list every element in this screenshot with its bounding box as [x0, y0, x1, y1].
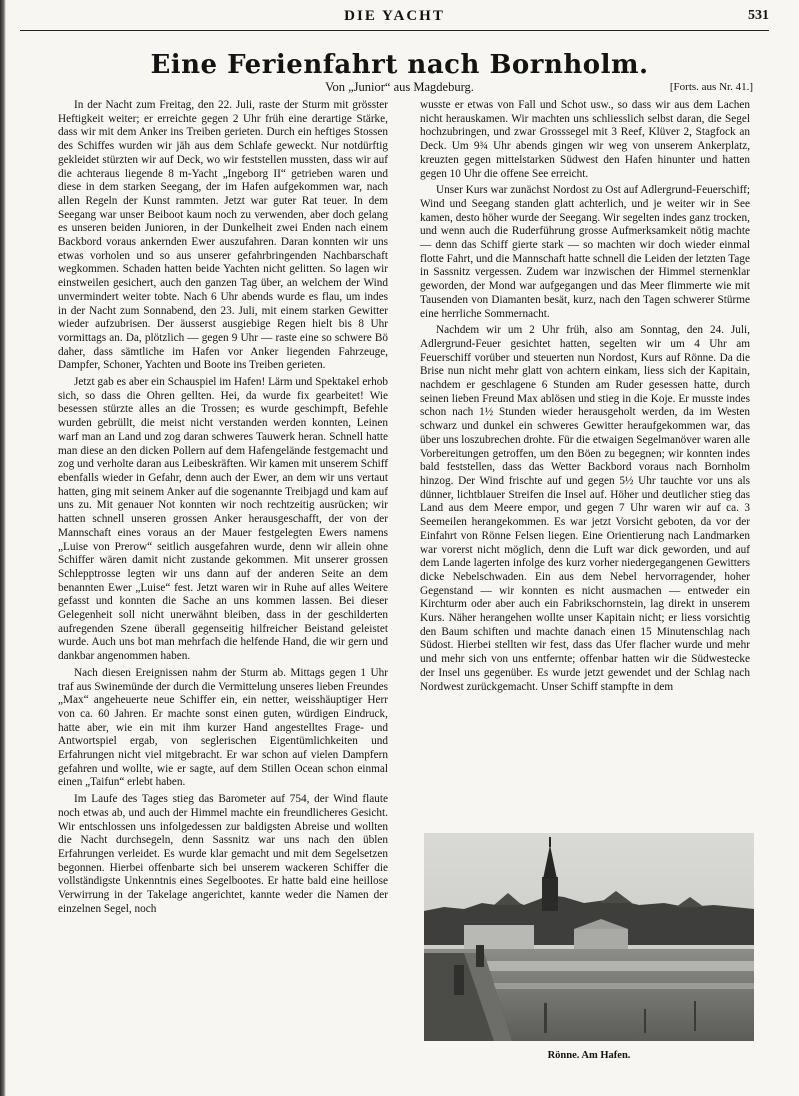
paragraph: Jetzt gab es aber ein Schauspiel im Hafen! Lärm und Spektakel erhob sich, so dass die Ohren gellten. Hei, da wurde fix gearbeitet! Wie besessen stürzte alles an die Trossen; es wurde geschimpft, Befehle wurden gebrüllt, die meist nicht verstanden werden konnten, Leinen warf man an Land und zog daran schweres Tauwerk heran. Schnell hatte man diese an den dicken Pollern auf dem Hafengelände festgemacht und zog und verholte daran aus Leibeskräften. Wir kamen mit unserem Schiff ebenfalls wieder in Gefahr, denn auch der Ewer, an dem wir uns vertaut hatten, ging mit seinem Anker auf die sogenannte Treibjagd und kam auf uns zu. Mit genauer Not konnten wir noch rechtzeitig ausrücken; wir hatten schnell unseren grossen Anker herausgeschafft, der von der Mannschaft eines voraus an der Mauer festgelegten Ewers namens „Luise von Prerow“ seitlich ausgefahren wurde, denn wir allein ohne Schiffer wären damit nicht zustande gekommen. Mit unserer grossen Schlepptrosse legten wir uns dann auf der anderen Seite an dem benannten Ewer „Luise“ fest. Jetzt waren wir in Ruhe auf alles Weitere gefasst und konnten die Sache an uns kommen lassen. Bei dieser Gelegenheit soll nicht unerwähnt bleiben, dass in der geschilderten aufregenden Szene überall gegenseitig hilfreicher Beistand geleistet wurde. Auch uns bot man mehrfach die helfende Hand, die wir gern und dankbar angenommen haben. [58, 376, 388, 663]
running-header [20, 8, 769, 31]
paragraph: Im Laufe des Tages stieg das Barometer auf 754, der Wind flaute noch etwas ab, und auch der Himmel machte ein freundlicheres Gesicht. Wir entschlossen uns infolgedessen zur baldigsten Abreise und wollten die Nacht durchsegeln, denn Sassnitz war uns nach den üblen Erfahrungen verleidet. Es wurde klar gemacht und mit dem Segelsetzen begonnen. Hierbei offenbarte sich bei unserem wackeren Schiffer die vollständigste Unkenntnis eines Segelbootes. Er hatte bald eine heillose Verwirrung in der Takelage angerichtet, kannte weder die Namen der einzelnen Segel, noch [58, 793, 388, 915]
article-title: Eine Ferienfahrt nach Bornholm. [150, 50, 649, 80]
page-number: 531 [748, 8, 769, 23]
paragraph: Nach diesen Ereignissen nahm der Sturm ab. Mittags gegen 1 Uhr traf aus Swinemünde der durch die Vermittelung unseres lieben Freundes „Max“ angeheuerte neue Schiffer ein, ein netter, weisshäuptiger Herr von ca. 60 Jahren. Er machte sonst einen guten, würdigen Eindruck, hatte aber, wie ein mit ihm kurzer Hand angestelltes Frage- und Antwortspiel ergab, von seglerischen Eigentümlichkeiten und Erfahrungen nicht viel mitgebracht. Er war schon auf vielen Dampfern gefahren und wollte, wie er sagte, auf dem Stillen Ocean schon einmal einen „Taifun“ erlebt haben. [58, 666, 388, 789]
page-binding-shadow [0, 0, 6, 1096]
harbour-photo [424, 833, 754, 1041]
paragraph: Nachdem wir um 2 Uhr früh, also am Sonntag, den 24. Juli, Adlergrund-Feuer gesichtet hatten, segelten wir um 4 Uhr am Feuerschiff vorüber und steuerten nun Nordost, Kurs auf Rönne. Da die Brise nun nicht mehr glatt von achtern einkam, liess sich der Kapitain, nachdem er geschlagene 6 Stunden am Ruder gesessen hatte, durch seinen lieben Freund Max ablösen und stieg in die Koje. Er musste indes schon nach 1½ Stunden wieder herausgeholt werden, da im Westen schwarz und dunkel ein schweres Gewitter heraufgekommen war, das über uns loszubrechen drohte. Für die etwaigen Segelmanöver waren alle Vorbereitungen getroffen, um den Böen zu begegnen; wir konnten indes bald feststellen, dass das Wetter Backbord voraus nach Bornholm hinzog. Der Wind frischte auf und gegen 5½ Uhr tauchte vor uns als dünner, lichtblauer Streifen die Insel auf. Höher und deutlicher stieg das Land aus dem Meere empor, und gegen 7 Uhr waren wir auf ca. 3 Seemeilen herangekommen. Es war jetzt Vorsicht geboten, da vor der Einfahrt von Rönne Felsen liegen. Eine Orientierung nach Landmarken war vorerst nicht möglich, denn die Luft war dick geworden, und auf dem Lande lagerten infolge des kurz vorher niedergegangenen Gewitters dicke Nebelschwaden. Ein aus dem Nebel hervorragender, hoher Gegenstand — wir konnten es nicht ausmachen — entweder ein Kirchturm oder aber auch ein Fabrikschornstein, lag direkt in unserem Kurs. Näher herangehen wollte unser Kapitain nicht; er liess vorsichtig den Baum schiften und machte danach einen 15 Minutenschlag nach Südost. Hierbei stellten wir fest, dass das Ufer flacher wurde und mehr und mehr sich von uns entfernte; offenbar hatten wir die Südwestecke der Insel uns gegenüber. Es wurde jetzt gewendet und der Schlag nach Nordwest zurückgemacht. Unser Schiff stampfte in dem [420, 324, 750, 693]
left-column [58, 99, 388, 1084]
right-column [420, 99, 750, 811]
paragraph: wusste er etwas von Fall und Schot usw., so dass wir aus dem Lachen nicht herauskamen. Wir machten uns schliesslich selbst daran, die Segel hochzubringen, und zwar Grosssegel mit 3 Reef, Klüver 2, Stagfock an Deck. Um 9¾ Uhr abends gingen wir weg von unserem Ankerplatz, kreuzten gegen mittelstarken Südwest den Hafen hinunter und hatten gegen 10 Uhr die offene See erreicht. [420, 99, 750, 180]
continuation-note: [Forts. aus Nr. 41.] [669, 81, 753, 93]
byline: Von „Junior“ aus Magdeburg. [325, 80, 474, 94]
paragraph: Unser Kurs war zunächst Nordost zu Ost auf Adlergrund-Feuerschiff; Wind und Seegang standen glatt achterlich, und je weiter wir in See kamen, desto höher wurde der Seegang. Wir segelten indes ganz trocken, und wenn auch die Ruderführung grosse Aufmerksamkeit nötig machte — denn das Schiff gierte stark — so machten wir doch wieder einmal flotte Fahrt, und die Mannschaft hatte schnell die Leiden der letzten Tage in Sassnitz vergessen. Zudem war inzwischen der Himmel sternenklar geworden, der Mond war aufgegangen und das Meer flimmerte wie mit Tausenden von Diamanten besät, kurz, nach den Tagen schwerer Stürme eine herrliche Sommernacht. [420, 184, 750, 320]
photo-caption: Rönne. Am Hafen. [547, 1050, 631, 1061]
journal-title: DIE YACHT [344, 8, 445, 24]
paragraph: In der Nacht zum Freitag, den 22. Juli, raste der Sturm mit grösster Heftigkeit weiter; er erreichte gegen 2 Uhr früh eine derartige Stärke, dass wir mit dem Anker ins Treiben gerieten. Durch ein heftiges Stossen des Schiffes wurden wir jäh aus dem Schlafe geweckt. Nur notdürftig gekleidet stürzten wir auf Deck, wo wir feststellen mussten, dass wir auf die achteraus liegende 8 m-Yacht „Ingeborg II“ getrieben waren und diese in dem starken Seegang, der im Hafen aufgekommen war, nach allen Regeln der Kunst rammten. Jetzt war guter Rat teuer. In dem Seegang war unser Beiboot kaum noch zu verwenden, aber doch gelang es unseren beiden Junioren, in der Dunkelheit zwei Enden nach einem Backbord voraus ankernden Ewer auszufahren. Daran konnten wir uns etwas vorholen und so aus unserer gefahrbringenden Nachbarschaft wegkommen. Schaden hatten beide Yachten nicht gelitten. So lagen wir einstweilen gesichert, auch den ganzen Tag über, an welchem der Wind unvermindert weiter tobte. Nach 6 Uhr abends wurde es flau, um indes in der Nacht zum Sonnabend, den 23. Juli, mit einem starken Gewitter wieder aufzubrisen. Der äusserst ausgiebige Regen hielt bis 8 Uhr vormittags an. Da, plötzlich — gegen 9 Uhr — raste eine so schwere Bö daher, dass sämtliche im Hafen vor Anker liegenden Fahrzeuge, Dampfer, Schoner, Yachten und Boote ins Treiben gerieten. [58, 99, 388, 372]
